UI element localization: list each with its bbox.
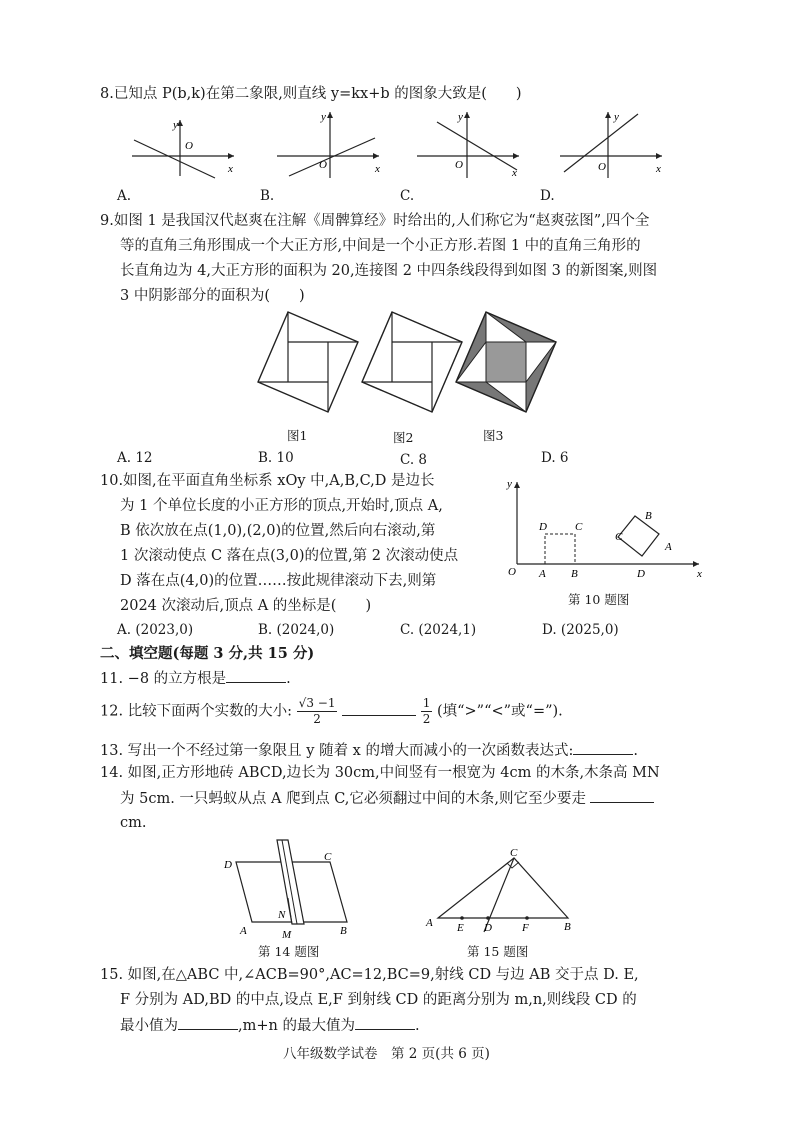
q9-figure-3: [456, 312, 556, 412]
q8-graph-d: [558, 110, 668, 180]
svg-text:x: x: [512, 167, 517, 179]
q9-option-d: D. 6: [541, 450, 569, 466]
q9-option-a: A. 12: [117, 450, 153, 466]
q8-option-c: C.: [400, 188, 415, 204]
svg-text:D: D: [224, 859, 232, 871]
q11-answer-blank[interactable]: [226, 668, 286, 683]
svg-text:y: y: [173, 119, 178, 131]
svg-text:x: x: [697, 568, 702, 580]
q9-figure-2: [362, 312, 462, 412]
q8-graph-a: [130, 118, 240, 180]
q8-option-d: D.: [540, 188, 555, 204]
q15-answer-blank-2[interactable]: [355, 1015, 415, 1030]
svg-text:B: B: [645, 510, 652, 522]
q15-line-2: F 分别为 AD,BD 的中点,设点 E,F 到射线 CD 的距离分别为 m,n,则线段 CD 的: [120, 992, 637, 1008]
svg-text:F: F: [522, 922, 529, 934]
q10-fig-caption: 第 10 题图: [568, 592, 630, 607]
svg-text:C: C: [615, 531, 623, 543]
q10-option-c: C. (2024,1): [400, 622, 477, 638]
q10-line-1: 10.如图,在平面直角坐标系 xOy 中,A,B,C,D 是边长: [100, 473, 435, 489]
svg-text:C: C: [510, 847, 518, 859]
svg-text:D: D: [539, 521, 547, 533]
svg-text:O: O: [508, 566, 516, 578]
q12-fraction-2: $\frac{1}{2}$: [422, 696, 431, 726]
q8-stem: 8.已知点 P(b,k)在第二象限,则直线 y=kx+b 的图象大致是( ): [100, 86, 522, 102]
q10-line-6: 2024 次滚动后,顶点 A 的坐标是( ): [120, 598, 372, 614]
svg-text:y: y: [614, 111, 619, 123]
svg-text:x: x: [228, 163, 233, 175]
q8-option-a: A.: [117, 188, 132, 204]
q9-line-3: 长直角边为 4,大正方形的面积为 20,连接图 2 中四条线段得到如图 3 的新图案,则图: [120, 263, 658, 279]
q8-option-b: B.: [260, 188, 275, 204]
section-2-title: 二、填空题(每题 3 分,共 15 分): [100, 645, 315, 662]
svg-text:y: y: [507, 478, 512, 490]
svg-text:C: C: [575, 521, 583, 533]
q10-line-3: B 依次放在点(1,0),(2,0)的位置,然后向右滚动,第: [120, 523, 436, 539]
svg-text:M: M: [282, 929, 292, 941]
svg-text:A: A: [240, 925, 247, 937]
page-footer: 八年级数学试卷 第 2 页(共 6 页): [283, 1046, 490, 1062]
q11: 11. −8 的立方根是 .: [100, 668, 291, 689]
q9-option-c: C. 8: [400, 452, 428, 468]
q10-figure: [505, 476, 705, 581]
svg-text:x: x: [375, 163, 380, 175]
q15-line-3: 最小值为 ,m+n 的最大值为 .: [120, 1015, 420, 1036]
svg-text:O: O: [598, 161, 606, 173]
svg-text:B: B: [340, 925, 347, 937]
svg-text:D: D: [484, 922, 492, 934]
q14-line-3: cm.: [120, 815, 147, 831]
q9-line-2: 等的直角三角形围成一个大正方形,中间是一个小正方形.若图 1 中的直角三角形的: [120, 238, 641, 254]
q14-answer-blank[interactable]: [590, 788, 654, 803]
q8-graph-c: [415, 110, 525, 180]
q10-line-5: D 落在点(4,0)的位置……按此规律滚动下去,则第: [120, 573, 437, 589]
svg-text:C: C: [324, 851, 332, 863]
q12: 12. 比较下面两个实数的大小: $\frac{√3 -1}{2}$ $\frac{1}{2}$ (填“>”“<”或“=”).: [100, 696, 563, 726]
q10-option-a: A. (2023,0): [117, 622, 194, 638]
q9-line-1: 9.如图 1 是我国汉代赵爽在注解《周髀算经》时给出的,人们称它为“赵爽弦图”,四个全: [100, 213, 650, 229]
svg-text:A: A: [426, 917, 433, 929]
q10-line-2: 为 1 个单位长度的小正方形的顶点,开始时,顶点 A,: [120, 498, 443, 514]
q10-line-4: 1 次滚动使点 C 落在点(3,0)的位置,第 2 次滚动使点: [120, 548, 459, 564]
svg-text:N: N: [278, 909, 286, 921]
svg-text:y: y: [458, 111, 463, 123]
svg-text:A: A: [539, 568, 546, 580]
q9-fig2-caption: 图2: [393, 430, 414, 445]
q14-line-1: 14. 如图,正方形地砖 ABCD,边长为 30cm,中间竖有一根宽为 4cm 的木条,木条高 MN: [100, 765, 660, 781]
q14-fig-caption: 第 14 题图: [258, 944, 320, 959]
q13: 13. 写出一个不经过第一象限且 y 随着 x 的增大而减小的一次函数表达式: .: [100, 740, 638, 761]
q9-figure-1: [258, 312, 358, 412]
q12-answer-blank[interactable]: [342, 701, 416, 716]
q13-answer-blank[interactable]: [573, 740, 633, 755]
q15-figure: [424, 846, 584, 936]
svg-text:A: A: [665, 541, 672, 553]
svg-text:B: B: [571, 568, 578, 580]
q9-fig1-caption: 图1: [287, 428, 308, 443]
q12-fraction-1: $\frac{√3 -1}{2}$: [298, 696, 336, 726]
q15-fig-caption: 第 15 题图: [467, 944, 529, 959]
svg-text:x: x: [656, 163, 661, 175]
q8-graph-b: [275, 110, 385, 180]
svg-text:B: B: [564, 921, 571, 933]
svg-text:O: O: [185, 140, 193, 152]
svg-text:D: D: [637, 568, 645, 580]
q15-answer-blank-1[interactable]: [178, 1015, 238, 1030]
svg-text:E: E: [457, 922, 464, 934]
svg-text:O: O: [319, 159, 327, 171]
q10-option-b: B. (2024,0): [258, 622, 335, 638]
q14-line-2: 为 5cm. 一只蚂蚁从点 A 爬到点 C,它必须翻过中间的木条,则它至少要走: [120, 788, 654, 809]
q9-line-4: 3 中阴影部分的面积为( ): [120, 288, 305, 304]
q14-figure: [222, 838, 362, 940]
svg-text:y: y: [321, 111, 326, 123]
svg-text:O: O: [455, 159, 463, 171]
q9-option-b: B. 10: [258, 450, 294, 466]
q15-line-1: 15. 如图,在△ABC 中,∠ACB=90°,AC=12,BC=9,射线 CD 与边 AB 交于点 D. E,: [100, 967, 639, 983]
q9-fig3-caption: 图3: [483, 428, 504, 443]
q10-option-d: D. (2025,0): [542, 622, 619, 638]
